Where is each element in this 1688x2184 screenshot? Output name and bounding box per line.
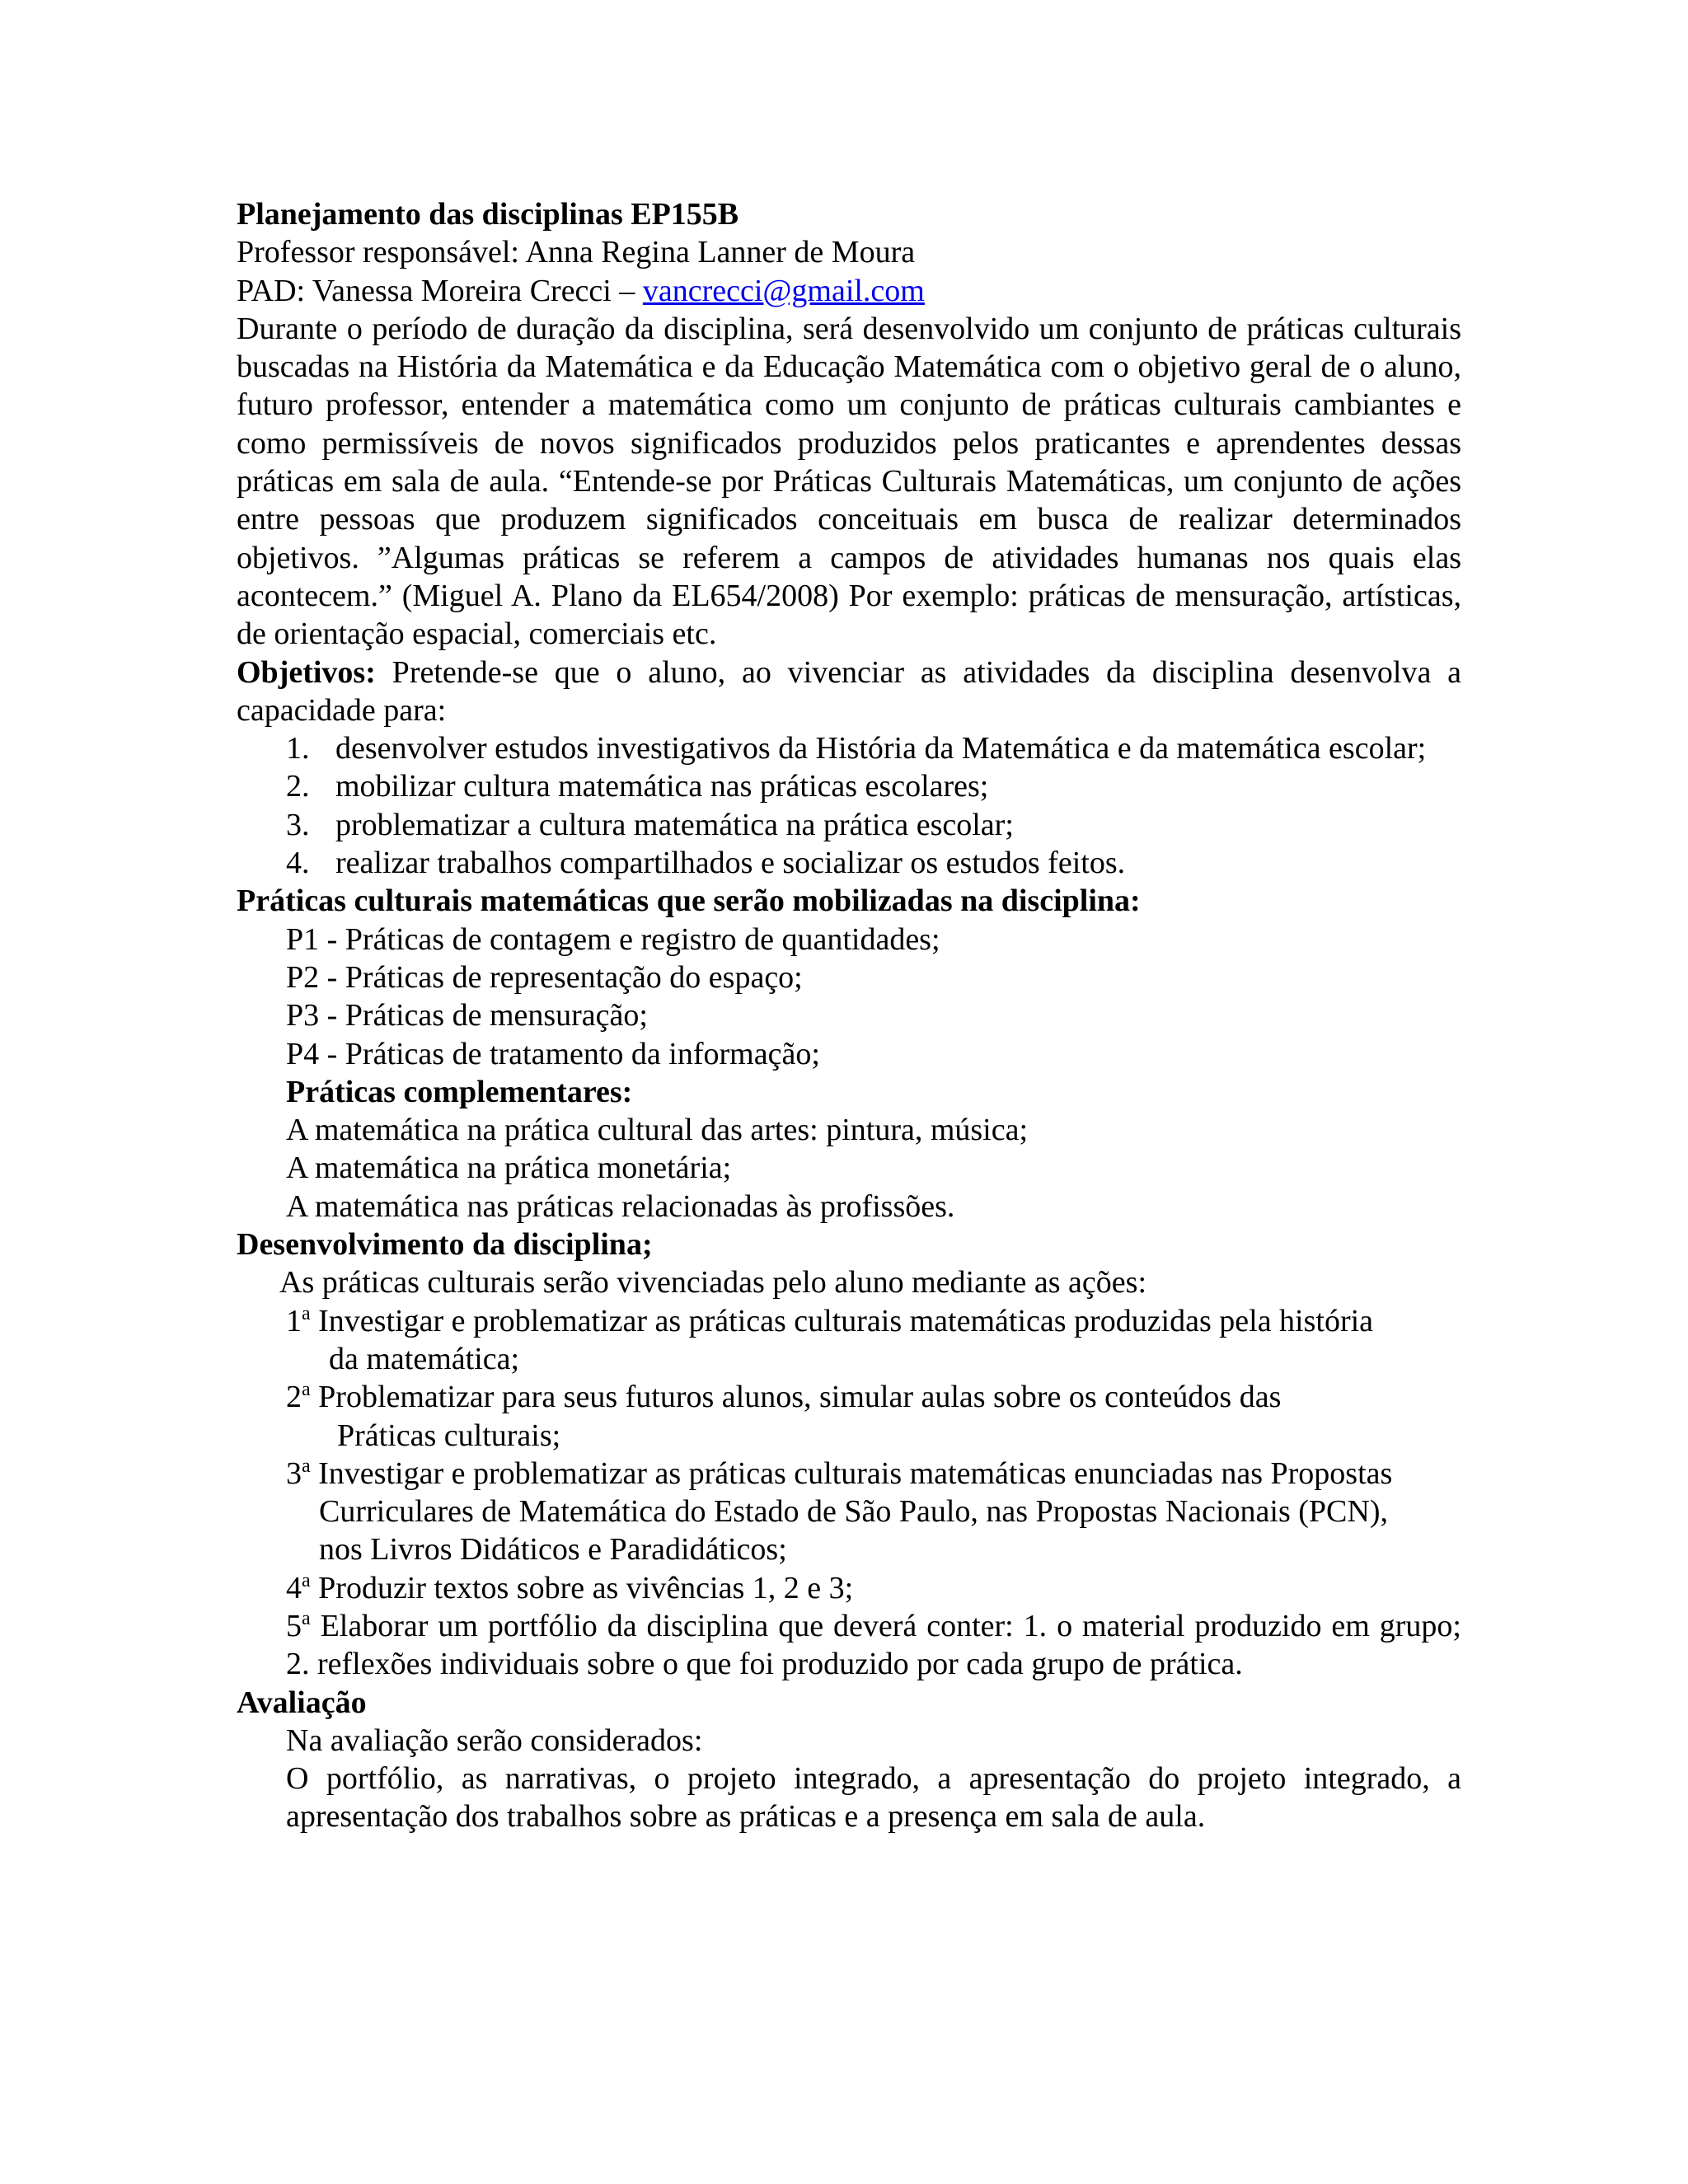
development-intro: As práticas culturais serão vivenciadas pelo aluno mediante as ações: <box>279 1265 1146 1301</box>
objective-number: 4. <box>286 846 310 881</box>
action-item <box>237 1455 1461 1569</box>
action-ordinal: a <box>302 1569 311 1591</box>
objective-item <box>237 729 1461 767</box>
action-continuation: Curriculares de Matemática do Estado de São Paulo, nas Propostas Nacionais (PCN), nos Livros Didáticos e Paradidáticos; <box>319 1494 1388 1568</box>
action-number: 5 <box>286 1608 302 1643</box>
complementary-item: A matemática na prática cultural das artes: pintura, música; <box>286 1113 1029 1148</box>
objective-number: 3. <box>286 807 310 842</box>
action-text: Elaborar um portfólio da disciplina que deverá conter: 1. o material produzido em grupo; 2. reflexões individuais sobre o que foi produzido por cada grupo de prática. <box>286 1608 1461 1682</box>
action-ordinal: a <box>302 1302 311 1324</box>
objectives-text: Pretende-se que o aluno, ao vivenciar as atividades da disciplina desenvolva a capacidade para: <box>237 654 1461 728</box>
action-continuation: Práticas culturais; <box>337 1418 561 1453</box>
action-item <box>237 1607 1461 1684</box>
action-item <box>237 1302 1461 1379</box>
document-title: Planejamento das disciplinas EP155B <box>237 197 739 232</box>
action-item <box>237 1569 1461 1607</box>
pad-label: PAD: Vanessa Moreira Crecci – <box>237 273 643 308</box>
pad-line <box>237 272 1461 310</box>
objective-item <box>237 844 1461 882</box>
practices-heading: Práticas culturais matemáticas que serão mobilizadas na disciplina: <box>237 883 1141 919</box>
action-number: 3 <box>286 1455 302 1491</box>
document-page <box>237 195 1461 1836</box>
action-text: Produzir textos sobre as vivências 1, 2 e 3; <box>310 1570 854 1605</box>
objective-text: realizar trabalhos compartilhados e socializar os estudos feitos. <box>335 846 1126 881</box>
evaluation-text: O portfólio, as narrativas, o projeto integrado, a apresentação do projeto integrado, a apresentação dos trabalhos sobre as práticas e a presença em sala de aula. <box>286 1761 1461 1835</box>
objective-number: 1. <box>286 731 310 766</box>
objective-item <box>237 767 1461 805</box>
practice-item: P4 - Práticas de tratamento da informação; <box>286 1036 820 1071</box>
objective-number: 2. <box>286 769 310 804</box>
objectives-label: Objetivos: <box>237 654 376 690</box>
action-number: 2 <box>286 1380 302 1415</box>
action-text: Investigar e problematizar as práticas culturais matemáticas produzidas pela história <box>310 1303 1374 1338</box>
action-text: Investigar e problematizar as práticas culturais matemáticas enunciadas nas Propostas <box>310 1455 1393 1491</box>
action-number: 1 <box>286 1303 302 1338</box>
action-ordinal: a <box>302 1455 311 1477</box>
objectives-list <box>237 729 1461 882</box>
objectives-paragraph <box>237 654 1461 730</box>
complementary-item: A matemática nas práticas relacionadas às profissões. <box>286 1188 955 1224</box>
objective-text: desenvolver estudos investigativos da História da Matemática e da matemática escolar; <box>335 731 1427 766</box>
action-ordinal: a <box>302 1607 311 1629</box>
complementary-item: A matemática na prática monetária; <box>286 1151 732 1186</box>
objective-text: mobilizar cultura matemática nas práticas escolares; <box>335 769 989 804</box>
practice-item: P3 - Práticas de mensuração; <box>286 998 648 1033</box>
evaluation-heading: Avaliação <box>237 1685 367 1720</box>
action-text: Problematizar para seus futuros alunos, simular aulas sobre os conteúdos das <box>310 1380 1282 1415</box>
action-item <box>237 1378 1461 1455</box>
development-heading: Desenvolvimento da disciplina; <box>237 1227 653 1263</box>
practice-item: P2 - Práticas de representação do espaço; <box>286 959 803 995</box>
action-continuation: da matemática; <box>329 1341 520 1376</box>
evaluation-intro: Na avaliação serão considerados: <box>286 1722 703 1758</box>
pad-email-link[interactable]: vancrecci@gmail.com <box>642 273 925 308</box>
objective-text: problematizar a cultura matemática na prática escolar; <box>335 807 1014 842</box>
practice-item: P1 - Práticas de contagem e registro de quantidades; <box>286 921 940 957</box>
objective-item <box>237 806 1461 844</box>
complementary-heading: Práticas complementares: <box>286 1074 633 1109</box>
action-number: 4 <box>286 1570 302 1605</box>
professor-line: Professor responsável: Anna Regina Lanner de Moura <box>237 235 916 270</box>
action-ordinal: a <box>302 1379 311 1401</box>
intro-paragraph: Durante o período de duração da disciplina, será desenvolvido um conjunto de práticas culturais buscadas na História da Matemática e da Educação Matemática com o objetivo geral de o aluno, futuro professor, entender a matemática como um conjunto de práticas culturais cambiantes e como permissíveis de novos significados produzidos pelos praticantes e aprendentes dessas práticas em sala de aula. “Entende-se por Práticas Culturais Matemáticas, um conjunto de ações entre pessoas que produzem significados conceituais em busca de realizar determinados objetivos. ”Algumas práticas se referem a campos de atividades humanas nos quais elas acontecem.” (Miguel A. Plano da EL654/2008) Por exemplo: práticas de mensuração, artísticas, de orientação espacial, comerciais etc. <box>237 311 1461 652</box>
